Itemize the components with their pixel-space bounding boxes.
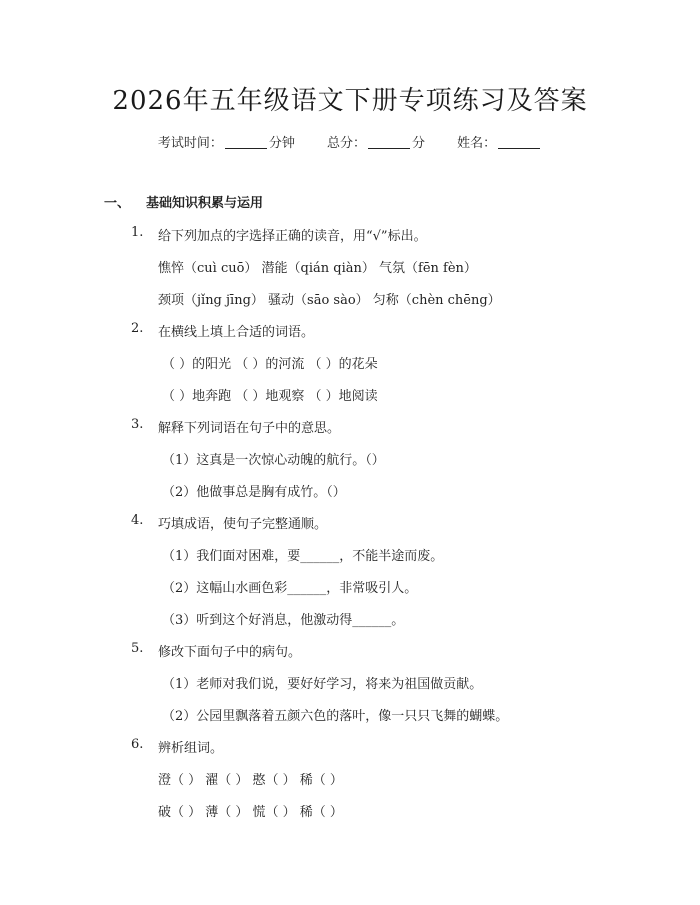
score-label: 总分： (326, 136, 366, 151)
question-number: 3. (131, 417, 144, 432)
page-title: 2026年五年级语文下册专项练习及答案 (112, 86, 588, 116)
name-field (457, 132, 542, 151)
question-line: （2）这幅山水画色彩______，非常吸引人。 (162, 581, 418, 596)
time-label: 考试时间： (157, 136, 223, 151)
time-field (158, 132, 295, 151)
name-blank (498, 136, 540, 149)
score-blank (368, 136, 410, 149)
question-line: （1）老师对我们说，要好好学习，将来为祖国做贡献。 (162, 677, 483, 692)
question-line: （ ）地奔跑 （ ）地观察 （ ）地阅读 (162, 389, 378, 404)
question-number: 1. (131, 225, 144, 240)
question-number: 2. (131, 321, 144, 336)
question-line: （2）他做事总是胸有成竹。（） (162, 485, 346, 500)
question-line: 颈项（jǐng jīng） 骚动（sāo sào） 匀称（chèn chēng） (158, 293, 501, 308)
question-text: 解释下列词语在句子中的意思。 (158, 421, 341, 436)
question-text: 在横线上填上合适的词语。 (158, 325, 315, 340)
question-line: 破（ ） 薄（ ） 慌（ ） 稀（ ） (158, 805, 343, 820)
question-line: （2）公园里飘落着五颜六色的落叶，像一只只飞舞的蝴蝶。 (162, 709, 509, 724)
score-field (327, 132, 425, 151)
question-number: 4. (131, 513, 144, 528)
section-title: 基础知识积累与运用 (146, 196, 264, 211)
exam-meta (0, 132, 700, 151)
question-text: 巧填成语，使句子完整通顺。 (158, 517, 328, 532)
question-line: （3）听到这个好消息，他激动得______。 (162, 613, 405, 628)
time-unit: 分钟 (268, 136, 295, 151)
question-text: 辨析组词。 (158, 741, 224, 756)
question-line: 澄（ ） 濯（ ） 憨（ ） 稀（ ） (158, 773, 343, 788)
time-blank (225, 136, 267, 149)
question-line: （1）这真是一次惊心动魄的航行。（） (162, 453, 385, 468)
question-text: 修改下面句子中的病句。 (158, 645, 302, 660)
question-line: 憔悴（cuì cuō） 潜能（qián qiàn） 气氛（fēn fèn） (158, 261, 477, 276)
question-line: （1）我们面对困难，要______，不能半途而废。 (162, 549, 444, 564)
question-number: 5. (131, 641, 144, 656)
question-line: （ ）的阳光 （ ）的河流 （ ）的花朵 (162, 357, 378, 372)
section-number: 一、 (104, 196, 131, 211)
name-label: 姓名： (457, 136, 497, 151)
question-number: 6. (131, 737, 144, 752)
section-heading (104, 192, 263, 211)
question-text: 给下列加点的字选择正确的读音，用“√”标出。 (158, 229, 427, 244)
score-unit: 分 (412, 136, 426, 151)
